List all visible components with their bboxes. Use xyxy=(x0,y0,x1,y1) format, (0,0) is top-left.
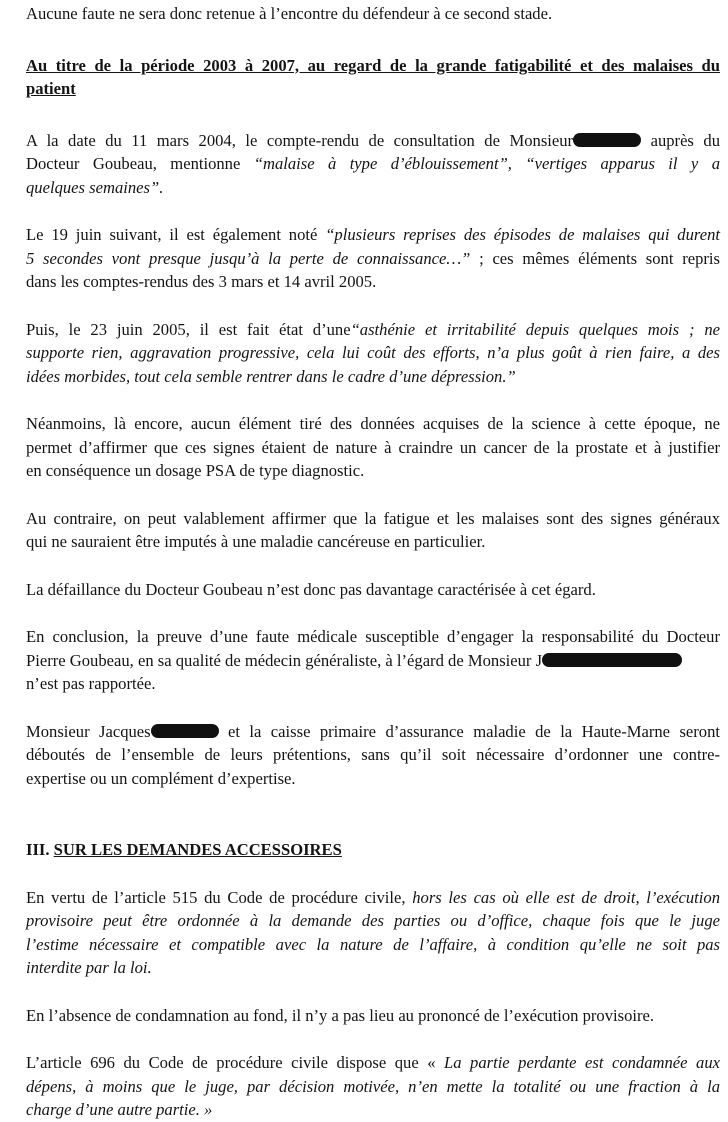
text-fragment: auprès du xyxy=(641,130,720,150)
text-line: dans les comptes-rendus des 3 mars et 14 avril 2005. xyxy=(26,272,377,291)
text-fragment: En vertu de l’article 515 du Code de procédure civile, xyxy=(26,887,413,907)
quote-line: provisoire peut être ordonnée à la demande des parties ou d’office, chaque fois que le juge xyxy=(26,911,720,930)
text-line xyxy=(26,318,720,342)
redaction-mark xyxy=(151,724,219,738)
paragraph-march-2004 xyxy=(26,129,720,200)
quote-fragment: La partie perdante est condamnée aux xyxy=(444,1053,720,1072)
text-line: déboutés de l’ensemble de leurs prétentions, sans qu’il soit nécessaire d’ordonner une contre- xyxy=(26,745,720,764)
text-line xyxy=(26,129,720,153)
section-heading-accessory-claims xyxy=(26,838,720,862)
text-fragment: L’article 696 du Code de procédure civile dispose que « xyxy=(26,1053,444,1072)
text-line: Néanmoins, là encore, aucun élément tiré des données acquises de la science à cette époque, ne xyxy=(26,414,720,433)
quote-line: dépens, à moins que le juge, par décision motivée, n’en mette la totalité ou une fraction à la xyxy=(26,1076,720,1096)
section-number: III. xyxy=(26,840,54,859)
quote-line: interdite par la loi. xyxy=(26,958,152,977)
text-fragment: Monsieur Jacques xyxy=(26,721,151,741)
text-line xyxy=(26,1051,720,1075)
quote-line: charge d’une autre partie. » xyxy=(26,1100,213,1119)
paragraph-no-fault xyxy=(26,2,720,26)
text-line: expertise ou un complément d’expertise. xyxy=(26,768,296,788)
text-line: En l’absence de condamnation au fond, il n’y a pas lieu au prononcé de l’exécution provisoire. xyxy=(26,1005,655,1025)
quote-line: quelques semaines”. xyxy=(26,177,164,197)
text-fragment: A la date du 11 mars 2004, le compte-rendu de consultation de Monsieur xyxy=(26,130,574,150)
text-fragment: Puis, le 23 juin 2005, il est fait état d’une xyxy=(26,319,351,339)
text-line xyxy=(26,886,720,910)
text-line: qui ne sauraient être imputés à une maladie cancéreuse en particulier. xyxy=(26,532,486,551)
quote-line: idées morbides, tout cela semble rentrer dans le cadre d’une dépression.” xyxy=(26,366,516,386)
document-page xyxy=(26,2,720,1122)
text-line: permet d’affirmer que ces signes étaient de nature à craindre un cancer de la prostate et à justifier xyxy=(26,437,720,457)
text-line: en conséquence un dosage PSA de type diagnostic. xyxy=(26,461,365,480)
quote-fragment: 5 secondes vont presque jusqu’à la perte de connaissance…” xyxy=(26,248,471,268)
redaction-mark xyxy=(573,133,641,147)
quote-fragment: hors les cas où elle est de droit, l’exécution xyxy=(412,887,720,907)
text-line xyxy=(26,223,720,247)
paragraph-june-19 xyxy=(26,223,720,294)
paragraph-article-696 xyxy=(26,1051,720,1122)
section-heading-2003-2007 xyxy=(26,54,720,101)
text-fragment: et la caisse primaire d’assurance maladie de la Haute-Marne seront xyxy=(218,721,720,741)
text-line: Au contraire, on peut valablement affirmer que la fatigue et les malaises sont des signes généraux xyxy=(26,508,720,528)
paragraph-provisional-execution xyxy=(26,1004,720,1028)
text-fragment: ; ces mêmes éléments sont repris xyxy=(470,248,720,268)
paragraph-dismissal xyxy=(26,720,720,791)
quote-fragment: “plusieurs reprises des épisodes de malaises qui durent xyxy=(325,225,720,244)
paragraph-article-515 xyxy=(26,886,720,980)
text-line xyxy=(26,649,720,673)
paragraph-nevertheless xyxy=(26,412,720,483)
text-fragment: Le 19 juin suivant, il est également noté xyxy=(26,225,326,244)
text-line xyxy=(26,152,720,176)
text-line xyxy=(26,720,720,744)
redaction-mark xyxy=(542,653,682,667)
text-line: En conclusion, la preuve d’une faute médicale susceptible d’engager la responsabilité du Docteur xyxy=(26,627,720,646)
heading-line: Au titre de la période 2003 à 2007, au regard de la grande fatigabilité et des malaises du xyxy=(26,55,720,75)
text-line: La défaillance du Docteur Goubeau n’est donc pas davantage caractérisée à cet égard. xyxy=(26,579,596,599)
paragraph-june-23-2005 xyxy=(26,318,720,389)
quote-line: supporte rien, aggravation progressive, cela lui coût des efforts, n’a plus goût à rien faire, a des xyxy=(26,343,720,362)
section-title: SUR LES DEMANDES ACCESSOIRES xyxy=(53,840,342,859)
quote-line: l’estime nécessaire et compatible avec la nature de l’affaire, à condition qu’elle ne soit pas xyxy=(26,934,720,954)
heading-line: patient xyxy=(26,79,76,98)
paragraph-failure xyxy=(26,578,720,602)
text-line xyxy=(26,247,720,271)
quote-fragment: “malaise à type d’éblouissement”, “vertiges apparus il y a xyxy=(253,154,720,173)
paragraph-conclusion xyxy=(26,625,720,696)
text-fragment: Pierre Goubeau, en sa qualité de médecin généraliste, à l’égard de Monsieur J xyxy=(26,650,543,670)
text-line: Aucune faute ne sera donc retenue à l’encontre du défendeur à ce second stade. xyxy=(26,4,553,23)
paragraph-on-the-contrary xyxy=(26,507,720,554)
text-fragment: Docteur Goubeau, mentionne xyxy=(26,154,254,173)
quote-fragment: “asthénie et irritabilité depuis quelques mois ; ne xyxy=(350,319,720,339)
text-line: n’est pas rapportée. xyxy=(26,674,156,693)
heading-line xyxy=(26,838,720,862)
